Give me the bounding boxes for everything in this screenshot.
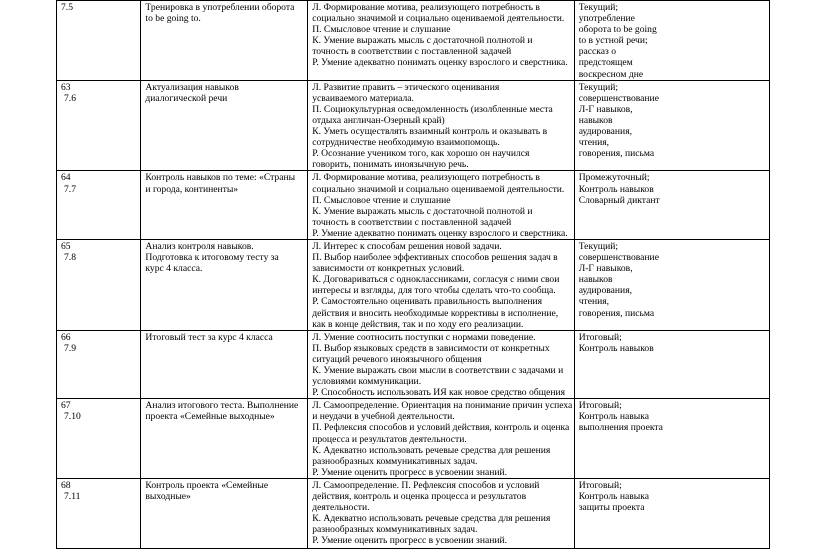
control-type-cell-line: Контроль навыков [578, 183, 654, 195]
learning-outcomes-cell-line: разнообразных коммуникативных задач. [312, 455, 478, 467]
lesson-topic-cell-line: Итоговый тест за курс 4 класса [145, 331, 273, 343]
lesson-plan-body [57, 1, 770, 549]
learning-outcomes-cell-line: Р. Умение оценить прогресс в усвоении знаний. [312, 466, 508, 478]
learning-outcomes-cell-line: Л. Самоопределение. П. Рефлексия способов и условий [312, 479, 540, 491]
lesson-number-cell [57, 171, 141, 240]
lesson-topic-cell-line: диалогической речи [145, 92, 228, 104]
control-type-cell-line: говорения, письма [578, 307, 655, 319]
learning-outcomes-cell-line: деятельности. [312, 502, 370, 514]
learning-outcomes-cell [308, 478, 574, 548]
lesson-topic-cell [141, 171, 308, 240]
learning-outcomes-cell-line: действия, контроль и оценка процесса и результатов [312, 491, 527, 503]
learning-outcomes-cell-line: разнообразных коммуникативных задач. [312, 524, 478, 536]
control-type-cell-line: предстоящем [578, 57, 633, 69]
table-row [57, 1, 770, 81]
lesson-topic-cell-line: Анализ контроля навыков. [145, 240, 254, 252]
learning-outcomes-cell-line: К. Адекватно использовать речевые средства для решения [312, 444, 551, 456]
lesson-topic-cell-line: выходные» [145, 491, 191, 503]
control-type-cell-line: выполнения проекта [578, 422, 663, 434]
control-type-cell-line: навыков [578, 114, 613, 126]
control-type-cell-line: Промежуточный; [578, 172, 650, 184]
table-row [57, 80, 770, 171]
learning-outcomes-cell-line: и неудачи в учебной деятельности. [312, 411, 455, 423]
lesson-topic-cell-line: to be going to. [145, 13, 201, 25]
learning-outcomes-cell-line: действия и вносить необходимые коррективы в исполнение, [312, 307, 559, 319]
control-type-cell-line: аудирования, [578, 285, 633, 297]
lesson-topic-cell [141, 80, 308, 171]
lesson-number-cell [57, 80, 141, 171]
learning-outcomes-cell-line: П. Социокультурная осведомленность (изолбленные места [312, 103, 553, 115]
control-type-cell-line: Итоговый; [578, 400, 622, 412]
control-type-cell-line: Контроль навыков [578, 342, 654, 354]
control-type-cell-line: защиты проекта [578, 502, 645, 514]
control-type-cell [574, 1, 769, 81]
learning-outcomes-cell-line: процесса и результатов деятельности. [312, 433, 467, 445]
lesson-topic-cell-line: Подготовка к итоговому тесту за [145, 252, 279, 264]
lesson-topic-cell-line: и города, континенты» [145, 183, 239, 195]
learning-outcomes-cell-line: отдыха англичан-Озерный край) [312, 114, 445, 126]
learning-outcomes-cell-line: Р. Самостоятельно оценивать правильность выполнения [312, 296, 543, 308]
learning-outcomes-cell-line: К. Договариваться с одноклассниками, согласуя с ними свои [312, 274, 560, 286]
learning-outcomes-cell-line: социально значимой и социально оцениваемой деятельности. [312, 183, 565, 195]
lesson-topic-cell [141, 330, 308, 399]
control-type-cell [574, 330, 769, 399]
lesson-plan-table [56, 0, 770, 549]
control-type-cell-line: совершенствование [578, 92, 659, 104]
learning-outcomes-cell-line: П. Смысловое чтение и слушание [312, 194, 451, 206]
lesson-subnumber: 7.11 [64, 491, 81, 503]
table-row [57, 171, 770, 240]
control-type-cell-line: Л-Г навыков, [578, 263, 633, 275]
lesson-subnumber: 7.8 [64, 252, 76, 264]
lesson-number: 7.5 [61, 2, 73, 13]
lesson-number: 64 [61, 172, 71, 184]
control-type-cell-line: рассказ о [578, 46, 617, 58]
lesson-number-cell [57, 330, 141, 399]
control-type-cell [574, 80, 769, 171]
learning-outcomes-cell-line: П. Рефлексия способов и условий действия, контроль и оценка [312, 422, 570, 434]
learning-outcomes-cell-line: Л. Развитие править – этического оценивания [312, 81, 500, 93]
learning-outcomes-cell-line: условиями коммуникации. [312, 376, 422, 388]
lesson-number: 68 [61, 479, 71, 491]
lesson-topic-cell [141, 399, 308, 479]
control-type-cell [574, 399, 769, 479]
learning-outcomes-cell-line: Л. Интерес к способам решения новой задачи. [312, 240, 502, 252]
learning-outcomes-cell-line: Р. Умение оценить прогресс в усвоении знаний. [312, 535, 508, 547]
learning-outcomes-cell-line: Л. Формирование мотива, реализующего потребность в [312, 172, 540, 184]
learning-outcomes-cell [308, 80, 574, 171]
learning-outcomes-cell-line: Р. Умение адекватно понимать оценку взрослого и сверстника. [312, 57, 568, 69]
control-type-cell [574, 171, 769, 240]
control-type-cell-line: Контроль навыка [578, 491, 650, 503]
table-row [57, 478, 770, 548]
control-type-cell-line: Л-Г навыков, [578, 103, 633, 115]
lesson-topic-cell-line: Анализ итогового теста. Выполнение [145, 400, 299, 412]
learning-outcomes-cell-line: П. Выбор языковых средств в зависимости от конкретных [312, 342, 550, 354]
table-row [57, 399, 770, 479]
control-type-cell [574, 478, 769, 548]
table-row [57, 330, 770, 399]
lesson-topic-cell-line: курс 4 класса. [145, 263, 203, 275]
lesson-subnumber: 7.7 [64, 183, 76, 195]
lesson-topic-cell-line: Контроль проекта «Семейные [145, 479, 269, 491]
learning-outcomes-cell-line: К. Уметь осуществлять взаимный контроль и оказывать в [312, 126, 548, 138]
control-type-cell-line: чтения, [578, 137, 610, 149]
learning-outcomes-cell-line: социально значимой и социально оцениваемой деятельности. [312, 13, 565, 25]
learning-outcomes-cell-line: сотрудничестве необходимую взаимопомощь. [312, 137, 500, 149]
lesson-topic-cell-line: Тренировка в употреблении оборота [145, 2, 295, 13]
learning-outcomes-cell-line: Р. Осознание учеником того, как хорошо он научился [312, 148, 530, 160]
learning-outcomes-cell-line: усваиваемого материала. [312, 92, 414, 104]
lesson-number-cell [57, 239, 141, 330]
learning-outcomes-cell-line: П. Смысловое чтение и слушание [312, 24, 451, 36]
learning-outcomes-cell [308, 171, 574, 240]
lesson-topic-cell-line: проекта «Семейные выходные» [145, 411, 275, 423]
control-type-cell-line: Текущий; [578, 240, 619, 252]
learning-outcomes-cell [308, 1, 574, 81]
lesson-topic-cell-line: Актуализация навыков [145, 81, 239, 93]
control-type-cell-line: аудирования, [578, 126, 633, 138]
learning-outcomes-cell-line: Р. Умение адекватно понимать оценку взрослого и сверстника. [312, 227, 568, 239]
learning-outcomes-cell-line: П. Выбор наиболее эффективных способов решения задач в [312, 252, 558, 264]
lesson-topic-cell-line: Контроль навыков по теме: «Страны [145, 172, 296, 184]
lesson-topic-cell [141, 239, 308, 330]
lesson-number: 66 [61, 331, 71, 343]
learning-outcomes-cell-line: Р. Способность использовать ИЯ как новое средство общения [312, 387, 566, 399]
table-row [57, 239, 770, 330]
learning-outcomes-cell-line: зависимости от конкретных условий. [312, 263, 465, 275]
control-type-cell-line: говорения, письма [578, 148, 655, 160]
control-type-cell-line: навыков [578, 274, 613, 286]
lesson-number: 65 [61, 240, 71, 252]
lesson-subnumber: 7.9 [64, 342, 76, 354]
control-type-cell-line: Итоговый; [578, 479, 622, 491]
control-type-cell-line: воскресном дне [578, 68, 644, 80]
learning-outcomes-cell-line: точность в соответствии с поставленной задачей [312, 46, 512, 58]
control-type-cell-line: совершенствование [578, 252, 659, 264]
learning-outcomes-cell-line: Л. Формирование мотива, реализующего потребность в [312, 2, 540, 13]
learning-outcomes-cell-line: интересы и взгляды, для того чтобы сделать что-то сообща. [312, 285, 556, 297]
learning-outcomes-cell-line: К. Умение выражать мысль с достаточной полнотой и [312, 35, 533, 47]
control-type-cell-line: Контроль навыка [578, 411, 650, 423]
learning-outcomes-cell [308, 399, 574, 479]
control-type-cell [574, 239, 769, 330]
control-type-cell-line: Текущий; [578, 2, 619, 13]
control-type-cell-line: оборота to be going [578, 24, 657, 36]
control-type-cell-line: Итоговый; [578, 331, 622, 343]
learning-outcomes-cell [308, 239, 574, 330]
lesson-subnumber: 7.6 [64, 92, 76, 104]
lesson-topic-cell [141, 1, 308, 81]
lesson-subnumber: 7.10 [64, 411, 81, 423]
learning-outcomes-cell-line: как в конце действия, так и по ходу его реализации. [312, 318, 524, 330]
lesson-topic-cell [141, 478, 308, 548]
control-type-cell-line: чтения, [578, 296, 610, 308]
learning-outcomes-cell-line: К. Адекватно использовать речевые средства для решения [312, 513, 551, 525]
lesson-number: 67 [61, 400, 71, 412]
control-type-cell-line: to в устной речи; [578, 35, 648, 47]
learning-outcomes-cell-line: Л. Умение соотносить поступки с нормами поведение. [312, 331, 536, 343]
lesson-number-cell [57, 399, 141, 479]
learning-outcomes-cell-line: К. Умение выражать мысль с достаточной полнотой и [312, 205, 533, 217]
learning-outcomes-cell-line: точность в соответствии с поставленной задачей [312, 216, 512, 228]
learning-outcomes-cell-line: говорить, понимать иноязычную речь. [312, 159, 469, 171]
learning-outcomes-cell [308, 330, 574, 399]
learning-outcomes-cell-line: Л. Самоопределение. Ориентация на понимание причин успеха [312, 400, 573, 412]
control-type-cell-line: Словарный диктант [578, 194, 660, 206]
control-type-cell-line: употребление [578, 13, 635, 25]
learning-outcomes-cell-line: К. Умение выражать свои мысли в соответствии с задачами и [312, 365, 564, 376]
control-type-cell-line: Текущий; [578, 81, 619, 93]
lesson-number-cell [57, 478, 141, 548]
lesson-number: 63 [61, 81, 71, 93]
lesson-number-cell [57, 1, 141, 81]
learning-outcomes-cell-line: ситуаций речевого иноязычного общения [312, 353, 482, 365]
